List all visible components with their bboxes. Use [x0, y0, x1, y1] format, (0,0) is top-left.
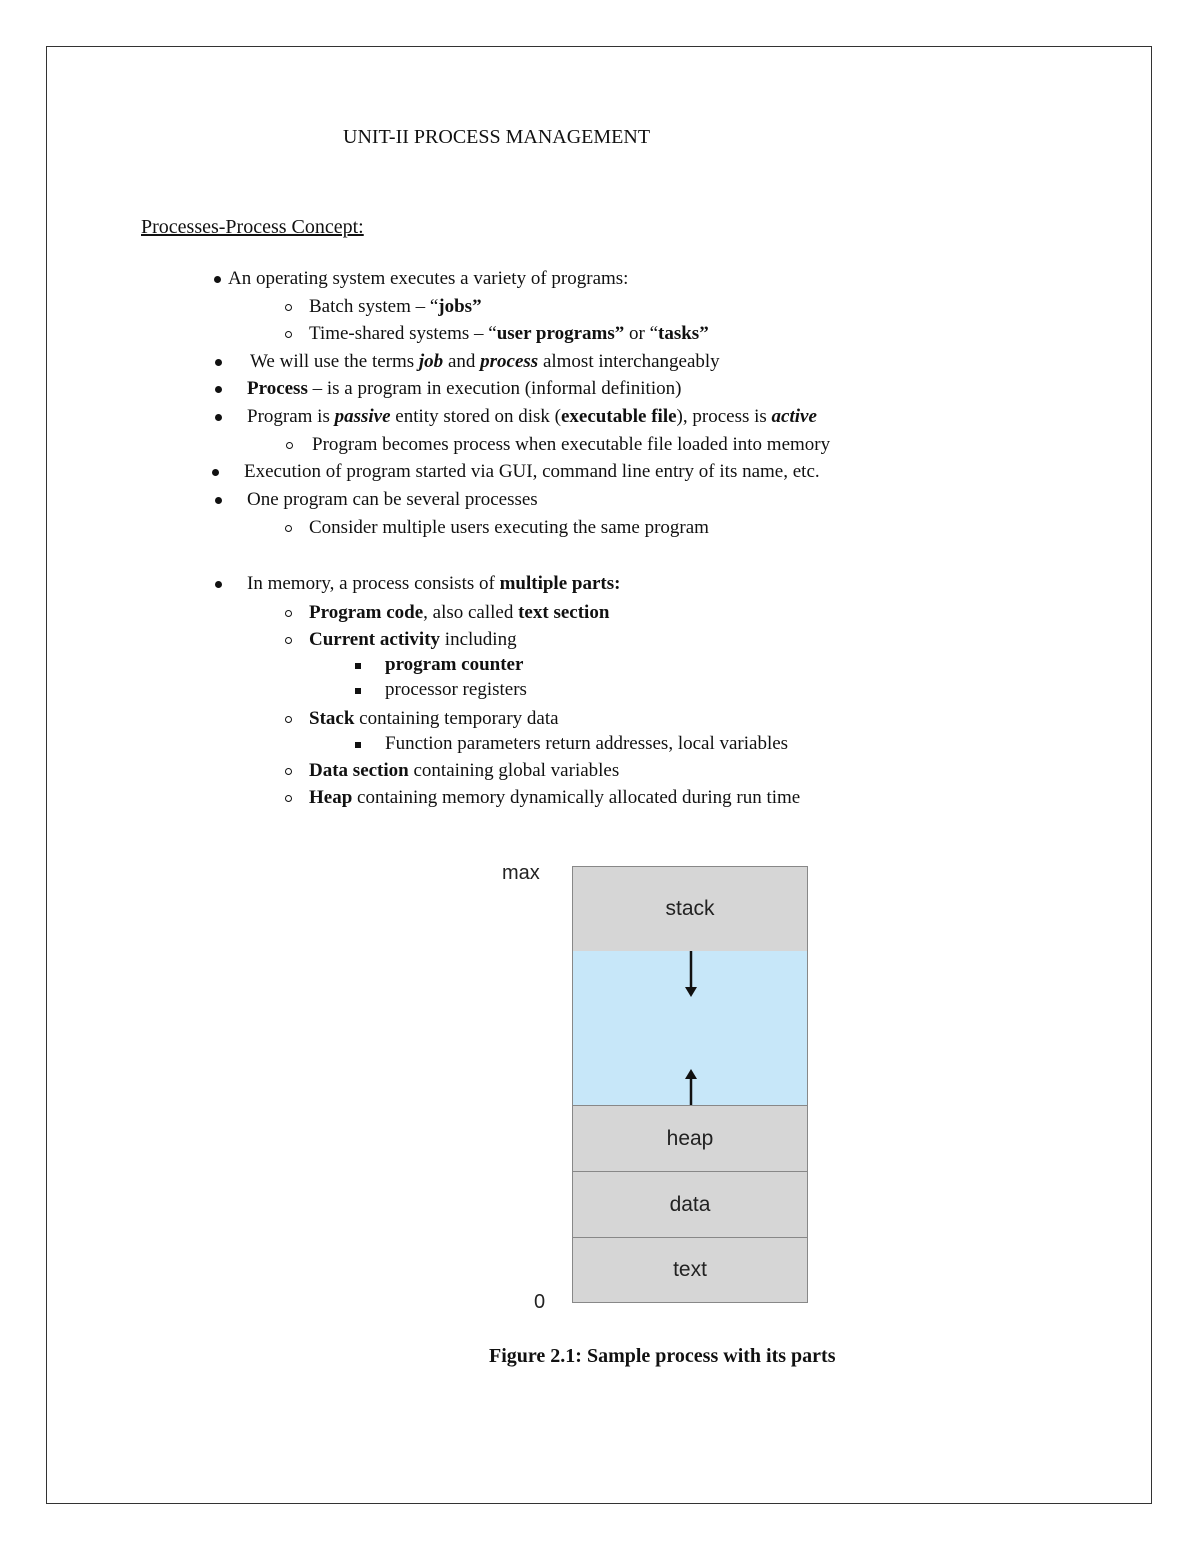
text-segment: text [572, 1237, 808, 1303]
bullet-icon [215, 414, 222, 421]
circle-bullet-icon [285, 637, 292, 644]
unit-title: UNIT-II PROCESS MANAGEMENT [343, 126, 651, 148]
list-item: Program code, also called text section [309, 602, 610, 623]
list-item: program counter [385, 654, 524, 675]
bullet-icon [215, 497, 222, 504]
list-item: Function parameters return addresses, local variables [385, 733, 789, 754]
square-bullet-icon [355, 742, 361, 748]
circle-bullet-icon [285, 304, 292, 311]
free-space-segment [572, 951, 808, 1106]
section-heading: Processes-Process Concept: [141, 216, 364, 238]
circle-bullet-icon [285, 610, 292, 617]
list-item: Stack containing temporary data [309, 708, 559, 729]
bullet-icon [214, 276, 221, 283]
square-bullet-icon [355, 688, 361, 694]
list-item: We will use the terms job and process almost interchangeably [250, 351, 720, 372]
list-item: Program is passive entity stored on disk (executable file), process is active [247, 406, 817, 427]
growth-arrows-icon [573, 951, 809, 1106]
stack-segment: stack [572, 866, 808, 952]
heap-segment: heap [572, 1105, 808, 1172]
figure-caption: Figure 2.1: Sample process with its parts [489, 1345, 836, 1367]
square-bullet-icon [355, 663, 361, 669]
circle-bullet-icon [285, 795, 292, 802]
bullet-icon [215, 386, 222, 393]
list-item: An operating system executes a variety of programs: [228, 268, 629, 289]
data-segment: data [572, 1171, 808, 1238]
list-item: Execution of program started via GUI, command line entry of its name, etc. [244, 461, 820, 482]
axis-max-label: max [502, 862, 540, 884]
bullet-icon [215, 581, 222, 588]
list-item: processor registers [385, 679, 527, 700]
list-item: Process – is a program in execution (informal definition) [247, 378, 682, 399]
list-item: Time-shared systems – “user programs” or “tasks” [309, 323, 709, 344]
list-item: Current activity including [309, 629, 517, 650]
list-item: Consider multiple users executing the same program [309, 517, 709, 538]
list-item: Data section containing global variables [309, 760, 620, 781]
list-item: One program can be several processes [247, 489, 538, 510]
bullet-icon [212, 469, 219, 476]
list-item: In memory, a process consists of multiple parts: [247, 573, 621, 594]
circle-bullet-icon [286, 442, 293, 449]
list-item: Heap containing memory dynamically allocated during run time [309, 787, 801, 808]
circle-bullet-icon [285, 331, 292, 338]
list-item: Batch system – “jobs” [309, 296, 482, 317]
circle-bullet-icon [285, 525, 292, 532]
list-item: Program becomes process when executable file loaded into memory [312, 434, 831, 455]
circle-bullet-icon [285, 768, 292, 775]
circle-bullet-icon [285, 716, 292, 723]
axis-zero-label: 0 [534, 1291, 546, 1313]
bullet-icon [215, 359, 222, 366]
